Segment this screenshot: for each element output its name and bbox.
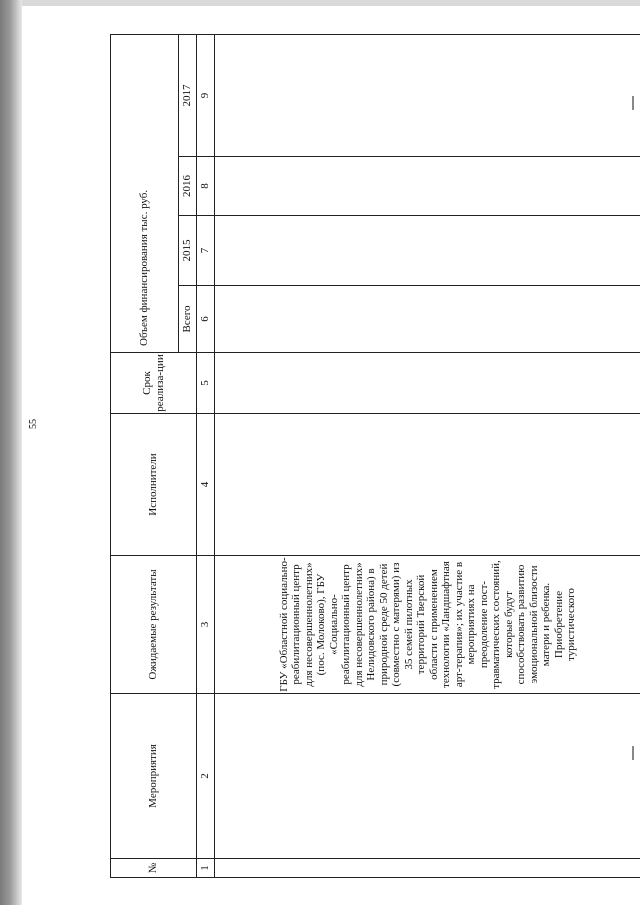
row-2015-cell [215, 216, 640, 286]
row-term-cell [215, 353, 640, 414]
table-row [215, 34, 640, 877]
table-area [110, 35, 640, 878]
column-number: 4 [197, 414, 215, 556]
header-year-2016: 2016 [179, 157, 197, 216]
row-2017-cell [215, 34, 640, 156]
page-number: 55 [28, 419, 39, 429]
row-no-cell [215, 859, 640, 878]
row-total-cell [215, 286, 640, 353]
row-2016-cell [215, 157, 640, 216]
financing-table [110, 34, 640, 878]
header-no: № [111, 859, 197, 878]
header-term: Срок реализа-ции [111, 353, 197, 414]
header-year-2015: 2015 [179, 216, 197, 286]
header-financing: Объем финансирования тыс. руб. [111, 34, 179, 352]
row-executor-cell [215, 414, 640, 556]
header-year-2017: 2017 [179, 34, 197, 156]
row-measure-cell [215, 694, 640, 859]
column-number: 7 [197, 216, 215, 286]
column-number: 5 [197, 353, 215, 414]
row-result-cell [215, 556, 640, 694]
column-number: 1 [197, 859, 215, 878]
column-number: 9 [197, 34, 215, 156]
rotated-sheet [110, 0, 640, 905]
header-executors: Исполнители [111, 414, 197, 556]
column-number: 3 [197, 556, 215, 694]
scan-binding-shadow [0, 0, 22, 905]
header-results: Ожидаемые результаты [111, 556, 197, 694]
expected-result-text: ГБУ «Областной социально-реабилитационный центр для несовершеннолетних» (пос. Молоково), ГБУ «Социально-реабилитационный центр для несовершеннолетних» Нелидовского района) в природной среде 50 детей (совместно с матерями) из 35 семей пилотных территорий Тверской области с применением технологии «Ландшафтная арт-терапия»; их участие в мероприятиях на преодоление пост-травматических состояний, которые будут способствовать развитию эмоциональной близости матери и ребенка. Приобретение туристического [277, 557, 577, 692]
column-number: 6 [197, 286, 215, 353]
column-number-row [197, 34, 215, 877]
header-row-1 [111, 34, 179, 877]
header-total: Всего [179, 286, 197, 353]
column-number: 2 [197, 694, 215, 859]
column-number: 8 [197, 157, 215, 216]
header-measures: Мероприятия [111, 694, 197, 859]
